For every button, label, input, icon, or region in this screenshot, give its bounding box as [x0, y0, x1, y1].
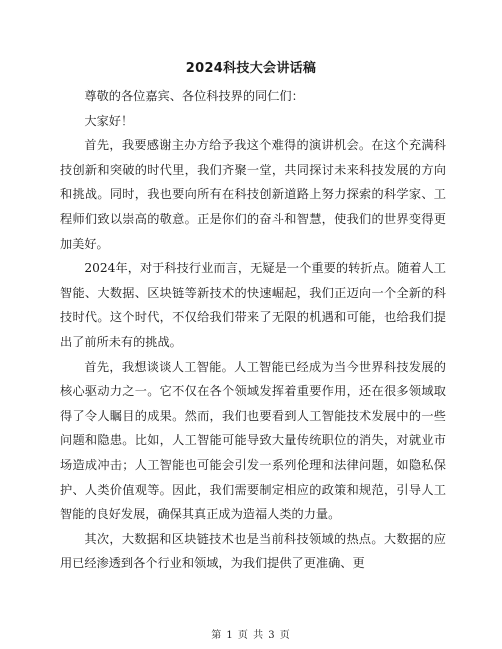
- body-paragraph: 2024年，对于科技行业而言，无疑是一个重要的转折点。随着人工智能、大数据、区块链等新技术的快速崛起，我们正迈向一个全新的科技时代。这个时代，不仅给我们带来了无限的机遇和可能，也给我们提出了前所未有的挑战。: [60, 261, 446, 349]
- document-title: 2024科技大会讲话稿: [185, 61, 317, 76]
- page-number: 第 1 页 共 3 页: [211, 630, 291, 641]
- body-paragraph: 首先，我要感谢主办方给予我这个难得的演讲机会。在这个充满科技创新和突破的时代里，我们齐聚一堂，共同探讨未来科技发展的方向和挑战。同时，我也要向所有在科技创新道路上努力探索的科学家、工程师们致以崇高的敬意。正是你们的奋斗和智慧，使我们的世界变得更加美好。: [60, 138, 446, 251]
- greeting: 大家好！: [84, 113, 134, 128]
- document-body: [60, 84, 446, 576]
- body-paragraph: 首先，我想谈谈人工智能。人工智能已经成为当今世界科技发展的核心驱动力之一。它不仅在各个领域发挥着重要作用，还在很多领域取得了令人瞩目的成果。然而，我们也要看到人工智能技术发展中的一些问题和隐患。比如，人工智能可能导致大量传统职位的消失，对就业市场造成冲击；人工智能也可能会引发一系列伦理和法律问题，如隐私保护、人类价值观等。因此，我们需要制定相应的政策和规范，引导人工智能的良好发展，确保其真正成为造福人类的力量。: [60, 359, 446, 522]
- body-paragraph: 其次，大数据和区块链技术也是当前科技领域的热点。大数据的应用已经渗透到各个行业和领域，为我们提供了更准确、更: [60, 531, 446, 571]
- salutation: 尊敬的各位嘉宾、各位科技界的同仁们：: [84, 89, 304, 103]
